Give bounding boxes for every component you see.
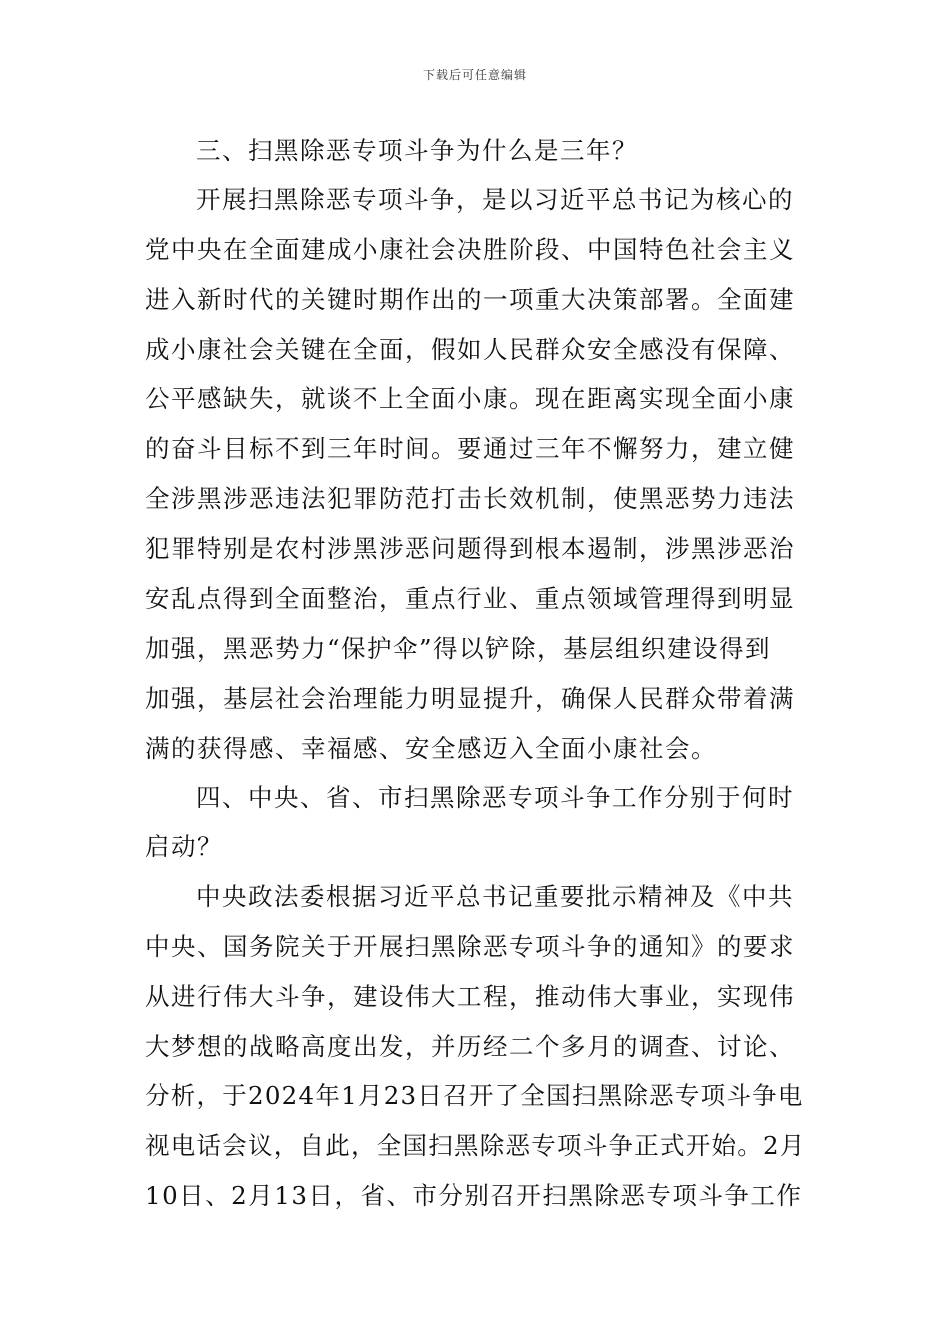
heading-q3: 三、扫黑除恶专项斗争为什么是三年？ — [196, 136, 638, 165]
paragraph-line: 加强，黑恶势力“保护伞”得以铲除，基层组织建设得到 — [145, 634, 772, 663]
paragraph-line: 视电话会议，自此，全国扫黑除恶专项斗争正式开始。2月 — [145, 1131, 806, 1160]
paragraph-line: 10日、2月13日，省、市分别召开扫黑除恶专项斗争工作 — [145, 1181, 803, 1210]
paragraph-line: 公平感缺失，就谈不上全面小康。现在距离实现全面小康 — [145, 384, 795, 413]
paragraph-line: 满的获得感、幸福感、安全感迈入全面小康社会。 — [145, 734, 717, 763]
heading-q4: 四、中央、省、市扫黑除恶专项斗争工作分别于何时 — [196, 783, 794, 812]
paragraph-line: 进入新时代的关键时期作出的一项重大决策部署。全面建 — [145, 285, 795, 314]
paragraph-line: 大梦想的战略高度出发，并历经二个多月的调查、讨论、 — [145, 1032, 795, 1061]
paragraph-line: 安乱点得到全面整治，重点行业、重点领域管理得到明显 — [145, 584, 795, 613]
paragraph-line: 加强，基层社会治理能力明显提升，确保人民群众带着满 — [145, 684, 795, 713]
paragraph-line: 中央、国务院关于开展扫黑除恶专项斗争的通知》的要求 — [145, 932, 795, 961]
paragraph-line: 犯罪特别是农村涉黑涉恶问题得到根本遏制，涉黑涉恶治 — [145, 534, 795, 563]
paragraph-line: 党中央在全面建成小康社会决胜阶段、中国特色社会主义 — [145, 235, 795, 264]
heading-q4-cont: 启动？ — [145, 832, 223, 861]
paragraph-line: 成小康社会关键在全面，假如人民群众安全感没有保障、 — [145, 335, 795, 364]
paragraph-line: 从进行伟大斗争，建设伟大工程，推动伟大事业，实现伟 — [145, 982, 795, 1011]
paragraph-line: 中央政法委根据习近平总书记重要批示精神及《中共 — [196, 882, 794, 911]
header-note: 下载后可任意编辑 — [422, 68, 527, 82]
paragraph-line: 全涉黑涉恶违法犯罪防范打击长效机制，使黑恶势力违法 — [145, 484, 795, 513]
paragraph-line: 分析，于2024年1月23日召开了全国扫黑除恶专项斗争电 — [145, 1081, 804, 1110]
paragraph-line: 的奋斗目标不到三年时间。要通过三年不懈努力，建立健 — [145, 434, 795, 463]
paragraph-line: 开展扫黑除恶专项斗争，是以习近平总书记为核心的 — [196, 185, 794, 214]
